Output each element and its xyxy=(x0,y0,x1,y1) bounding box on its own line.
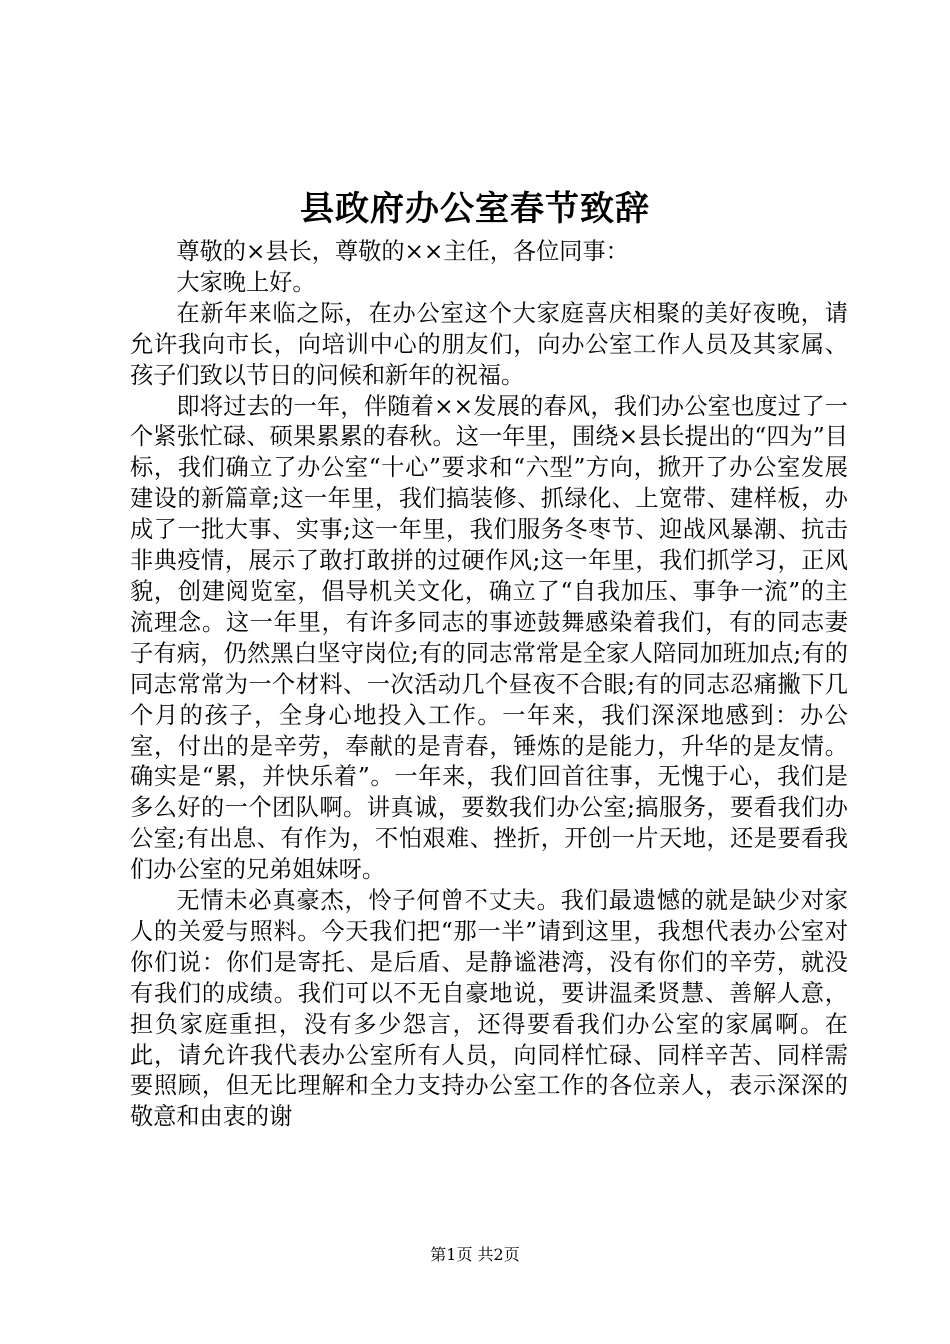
family-paragraph: 无情未必真豪杰，怜子何曾不丈夫。我们最遗憾的就是缺少对家人的关爱与照料。今天我们把“那一半”请到这里，我想代表办公室对你们说：你们是寄托、是后盾、是静谧港湾，没有你们的辛劳，就没有我们的成绩。我们可以不无自豪地说，要讲温柔贤慧、善解人意，担负家庭重担，没有多少怨言，还得要看我们办公室的家属啊。在此，请允许我代表办公室所有人员，向同样忙碌、同样辛苦、同样需要照顾，但无比理解和全力支持办公室工作的各位亲人，表示深深的敬意和由衷的谢 xyxy=(130,887,848,1131)
opening-paragraph: 在新年来临之际，在办公室这个大家庭喜庆相聚的美好夜晚，请允许我向市长，向培训中心的朋友们，向办公室工作人员及其家属、孩子们致以节日的问候和新年的祝福。 xyxy=(130,299,848,389)
page-number-footer: 第1页 共2页 xyxy=(430,1245,520,1264)
salutation-paragraph: 尊敬的×县长，尊敬的××主任，各位同事： xyxy=(176,238,629,265)
review-paragraph: 即将过去的一年，伴随着××发展的春风，我们办公室也度过了一个紧张忙碌、硕果累累的春秋。这一年里，围绕×县长提出的“四为”目标，我们确立了办公室“十心”要求和“六型”方向，掀开了办公室发展建设的新篇章;这一年里，我们搞装修、抓绿化、上宽带、建样板，办成了一批大事、实事;这一年里，我们服务冬枣节、迎战风暴潮、抗击非典疫情，展示了敢打敢拼的过硬作风;这一年里，我们抓学习，正风貌，创建阅览室，倡导机关文化，确立了“自我加压、事争一流”的主流理念。这一年里，有许多同志的事迹鼓舞感染着我们，有的同志妻子有病，仍然黑白坚守岗位;有的同志常常是全家人陪同加班加点;有的同志常常为一个材料、一次活动几个昼夜不合眼;有的同志忍痛撇下几个月的孩子，全身心地投入工作。一年来，我们深深地感到：办公室，付出的是辛劳，奉献的是青春，锤炼的是能力，升华的是友情。确实是“累，并快乐着”。一年来，我们回首往事，无愧于心，我们是多么好的一个团队啊。讲真诚，要数我们办公室;搞服务，要看我们办公室;有出息、有作为，不怕艰难、挫折，开创一片天地，还是要看我们办公室的兄弟姐妹呀。 xyxy=(130,392,848,884)
greeting-paragraph: 大家晚上好。 xyxy=(176,268,316,296)
document-title: 县政府办公室春节致辞 xyxy=(300,189,650,229)
document-body xyxy=(130,237,848,1133)
